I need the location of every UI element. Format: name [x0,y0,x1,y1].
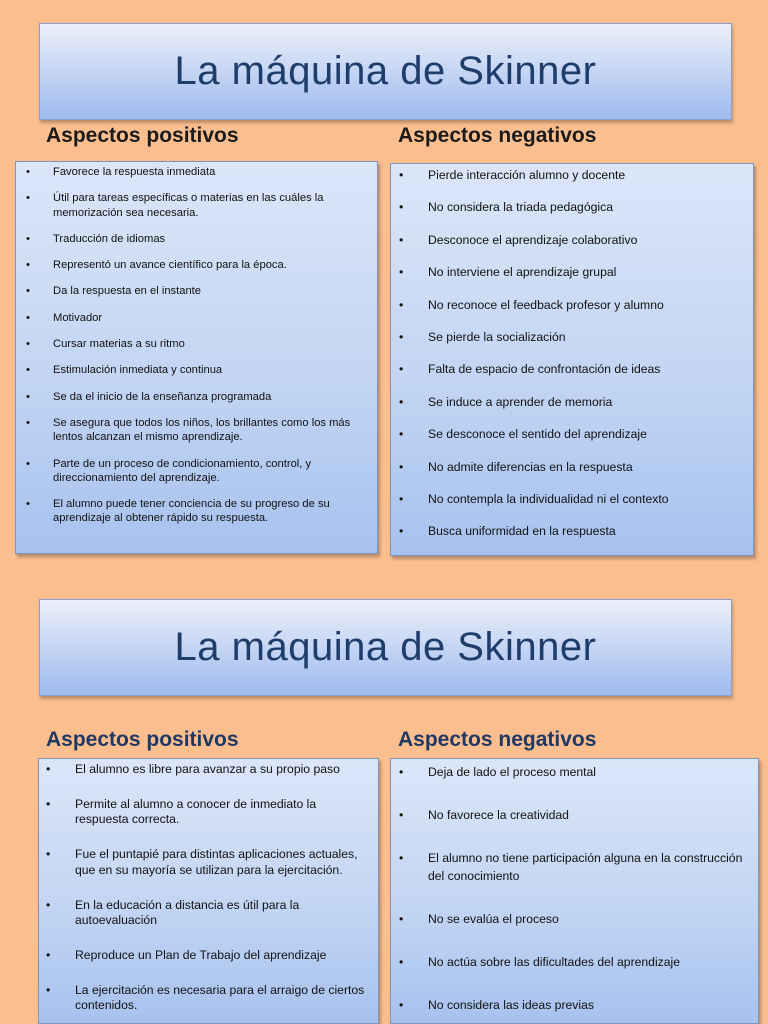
bullet-icon: • [46,982,51,997]
slide-2-negatives-heading: Aspectos negativos [398,728,597,751]
list-item-text: No reconoce el feedback profesor y alumno [428,297,664,312]
list-item-text: El alumno es libre para avanzar a su propio paso [75,762,340,776]
slide-2-negatives-list [399,764,750,1014]
list-item [399,850,750,885]
list-item-text: Representó un avance científico para la época. [53,259,287,272]
list-item [399,954,750,972]
bullet-icon: • [399,954,404,969]
slide-1-negatives-box [390,163,754,556]
list-item-text: Permite al alumno a conocer de inmediato la respuesta correcta. [75,796,317,827]
slide-2-negatives-box [390,758,759,1024]
bullet-icon: • [399,459,404,474]
slide-2-title: La máquina de Skinner [174,625,597,669]
list-item-text: No interviene el aprendizaje grupal [428,265,617,280]
list-item-text: Se pierde la socialización [428,329,566,344]
list-item [24,232,369,246]
list-item-text: Cursar materias a su ritmo [53,338,185,351]
slide-2-title-box [39,599,732,696]
bullet-icon: • [26,285,30,298]
bullet-icon: • [26,498,30,511]
list-item [46,898,370,929]
bullet-icon: • [399,765,404,779]
bullet-icon: • [399,200,404,215]
list-item-text: Motivador [53,311,103,324]
list-item [24,390,369,404]
list-item [399,426,745,442]
list-item-text: Favorece la respuesta inmediata [53,166,216,178]
slide-1-negatives-heading: Aspectos negativos [398,124,597,147]
slide-1-positives-heading: Aspectos positivos [46,124,239,147]
list-item [24,337,369,351]
bullet-icon: • [399,427,404,442]
list-item [24,497,369,526]
slide-1-title: La máquina de Skinner [174,49,597,93]
list-item [46,983,370,1014]
list-item-text: Reproduce un Plan de Trabajo del aprendizaje [75,947,327,962]
list-item [24,416,369,445]
list-item [399,297,745,313]
list-item [399,807,750,825]
bullet-icon: • [26,416,30,429]
list-item-text: El alumno no tiene participación alguna en la construcción del conocimiento [428,851,743,883]
list-item-text: Deja de lado el proceso mental [428,765,597,779]
list-item-text: No admite diferencias en la respuesta [428,459,633,474]
bullet-icon: • [399,851,404,865]
list-item [24,311,369,325]
list-item [24,363,369,377]
list-item-text: Pierde interacción alumno y docente [428,168,626,182]
list-item [399,361,745,377]
list-item [399,199,745,215]
bullet-icon: • [399,297,404,312]
list-item-text: Estimulación inmediata y continua [53,364,223,377]
bullet-icon: • [46,897,51,912]
slide-2-positives-box [38,758,379,1024]
list-item [399,264,745,280]
list-item-text: Fue el puntapié para distintas aplicaciones actuales, que en su mayoría se utilizan para la ejercitación. [75,847,358,877]
list-item-text: No contempla la individualidad ni el contexto [428,491,669,506]
bullet-icon: • [26,311,30,324]
list-item [399,329,745,345]
list-item [24,284,369,298]
list-item-text: El alumno puede tener conciencia de su progreso de su aprendizaje al obtener rápido su respuesta. [53,498,330,525]
list-item [399,491,745,507]
list-item-text: Desconoce el aprendizaje colaborativo [428,232,638,247]
list-item [399,394,745,410]
list-item [46,847,370,878]
list-item-text: Traducción de idiomas [53,232,166,245]
list-item-text: Parte de un proceso de condicionamiento, control, y direccionamiento del aprendizaje. [53,457,312,484]
list-item-text: Se da el inicio de la enseñanza programada [53,390,272,403]
bullet-icon: • [399,362,404,377]
list-item-text: No actúa sobre las dificultades del aprendizaje [428,954,681,969]
slide-1-positives-list [24,165,369,526]
bullet-icon: • [399,491,404,506]
bullet-icon: • [399,329,404,344]
bullet-icon: • [399,232,404,247]
bullet-icon: • [399,265,404,280]
list-item [399,459,745,475]
slide-2 [0,580,768,1024]
list-item [24,258,369,272]
bullet-icon: • [26,259,30,272]
bullet-icon: • [399,911,404,926]
list-item [399,167,745,183]
list-item [399,997,750,1015]
slide-2-positives-heading: Aspectos positivos [46,728,239,751]
list-item [24,457,369,486]
bullet-icon: • [26,364,30,377]
bullet-icon: • [399,808,404,822]
list-item-text: Útil para tareas específicas o materias en las cuáles la memorización sea necesaria. [53,192,324,219]
bullet-icon: • [399,394,404,409]
list-item [46,762,370,778]
slide-2-positives-list [46,762,370,1014]
list-item-text: Se induce a aprender de memoria [428,394,613,409]
list-item-text: No favorece la creatividad [428,808,569,822]
slide-1-title-box [39,23,732,120]
bullet-icon: • [46,762,51,776]
list-item-text: No considera la triada pedagógica [428,200,613,215]
list-item-text: No considera las ideas previas [428,997,594,1012]
list-item [399,523,745,539]
list-item-text: Falta de espacio de confrontación de ideas [428,362,661,377]
list-item-text: Busca uniformidad en la respuesta [428,524,616,539]
list-item [24,165,369,179]
bullet-icon: • [26,338,30,351]
bullet-icon: • [399,168,404,182]
bullet-icon: • [399,997,404,1012]
list-item-text: La ejercitación es necesaria para el arraigo de ciertos contenidos. [75,982,365,1013]
list-item [399,911,750,929]
list-item [399,232,745,248]
bullet-icon: • [26,192,30,205]
list-item [46,948,370,964]
slide-1-negatives-list [399,167,745,539]
list-item [399,764,750,782]
list-item-text: Se asegura que todos los niños, los brillantes como los más lentos alcanzan el mismo aprendizaje. [53,416,351,444]
bullet-icon: • [399,524,404,539]
bullet-icon: • [46,796,51,811]
list-item [46,797,370,828]
list-item-text: En la educación a distancia es útil para la autoevaluación [75,897,300,928]
bullet-icon: • [46,847,51,862]
bullet-icon: • [26,166,30,178]
bullet-icon: • [26,457,30,470]
list-item-text: Da la respuesta en el instante [53,285,202,298]
list-item-text: No se evalúa el proceso [428,911,559,926]
bullet-icon: • [26,232,30,245]
list-item-text: Se desconoce el sentido del aprendizaje [428,427,647,442]
slide-1-positives-box [15,161,378,554]
bullet-icon: • [46,947,51,962]
list-item [24,191,369,220]
bullet-icon: • [26,390,30,403]
